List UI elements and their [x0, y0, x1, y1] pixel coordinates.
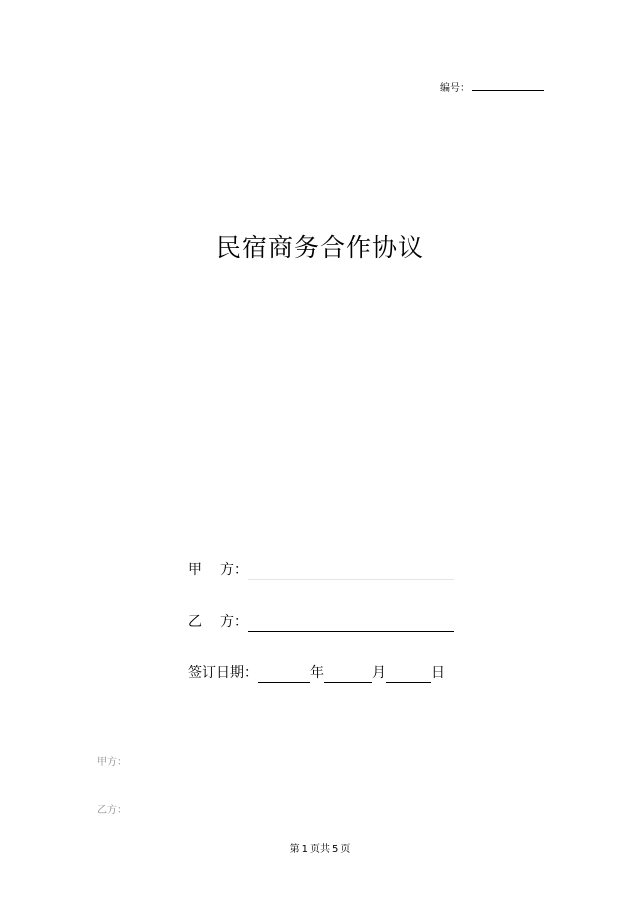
party-a-blank-line — [248, 563, 454, 580]
footer-suffix: 页 — [340, 844, 351, 855]
party-a-label-char1: 甲 — [188, 562, 202, 578]
day-label: 日 — [431, 665, 445, 681]
signature-party-b: 乙方： — [97, 805, 127, 816]
serial-number — [440, 80, 544, 97]
footer-total-pages: 5 — [332, 844, 339, 855]
footer-middle: 页共 — [310, 844, 330, 855]
party-a-label-char2: 方： — [220, 562, 248, 578]
party-b-label-char1: 乙 — [188, 614, 202, 630]
party-b-blank-line — [248, 615, 454, 632]
signing-date-field — [188, 663, 445, 683]
party-b-field — [188, 612, 454, 632]
serial-label: 编号： — [440, 83, 470, 94]
month-label: 月 — [372, 665, 386, 681]
signature-party-a: 甲方： — [97, 757, 127, 768]
footer-prefix: 第 — [289, 844, 300, 855]
serial-blank-line — [472, 80, 544, 91]
page-footer — [0, 843, 640, 857]
year-blank-line — [258, 666, 310, 683]
footer-current-page: 1 — [301, 844, 308, 855]
year-label: 年 — [310, 665, 324, 681]
party-a-field — [188, 560, 454, 580]
day-blank-line — [386, 666, 431, 683]
party-b-label-char2: 方： — [220, 614, 248, 630]
document-title: 民宿商务合作协议 — [215, 233, 424, 262]
month-blank-line — [324, 666, 372, 683]
signing-date-label: 签订日期： — [188, 665, 258, 681]
